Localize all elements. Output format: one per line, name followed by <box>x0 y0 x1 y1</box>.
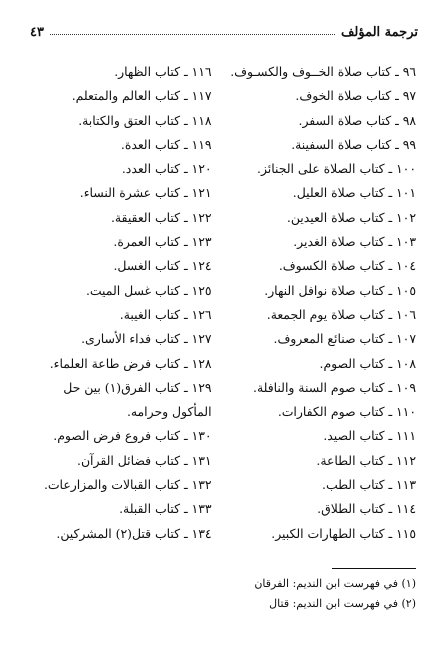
left-column <box>22 60 212 546</box>
right-column <box>212 60 416 546</box>
list-item: ١١٠ ـ كتاب صوم الكفارات. <box>277 404 416 420</box>
list-item: ١٢٣ ـ كتاب العمرة. <box>113 234 212 250</box>
list-item: ١٠٣ ـ كتاب صلاة الغدير. <box>293 234 416 250</box>
list-item: ١٠٦ ـ كتاب صلاة يوم الجمعة. <box>266 306 416 322</box>
list-item: ١٣٢ ـ كتاب القبالات والمزارعات. <box>43 477 212 493</box>
list-item: ١٠٤ ـ كتاب صلاة الكسوف. <box>278 258 416 274</box>
list-item: ١١٤ ـ كتاب الطلاق. <box>317 501 416 517</box>
list-item: ١٢٦ ـ كتاب الغيبة. <box>119 306 212 322</box>
page-header <box>30 16 418 40</box>
list-item: ١٣٤ ـ كتاب قتل(٢) المشركين. <box>56 525 212 541</box>
footnote: (١) في فهرست ابن النديم: الفرقان <box>254 577 416 590</box>
list-item: ١١٥ ـ كتاب الطهارات الكبير. <box>271 525 416 541</box>
list-item: ٩٦ ـ كتاب صلاة الخــوف والكسـوف. <box>230 64 416 79</box>
list-item: ١٠٩ ـ كتاب صوم السنة والنافلة. <box>253 379 416 395</box>
list-item: ١٢٤ ـ كتاب الغسل. <box>113 258 212 274</box>
running-title: ترجمة المؤلف <box>340 25 418 40</box>
list-item: ١١١ ـ كتاب الصيد. <box>323 428 416 444</box>
list-item: ١٠٥ ـ كتاب صلاة نوافل النهار. <box>264 282 416 298</box>
list-item: ١٣١ ـ كتاب فضائل القرآن. <box>77 452 212 468</box>
list-item: ١٠٧ ـ كتاب صنائع المعروف. <box>273 331 416 347</box>
page-number: ٤٣ <box>30 25 44 40</box>
list-item: ١٢٢ ـ كتاب العقيقة. <box>110 209 212 225</box>
list-item: ٩٧ ـ كتاب صلاة الخوف. <box>295 88 416 104</box>
list-item: ١٢٧ ـ كتاب فداء الأسارى. <box>81 331 212 347</box>
list-item: ١٠٠ ـ كتاب الصلاة على الجنائز. <box>257 161 416 177</box>
list-item: ١١٦ ـ كتاب الظهار. <box>114 64 212 79</box>
list-item: ١٢١ ـ كتاب عشرة النساء. <box>79 185 212 201</box>
list-item: ١١٩ ـ كتاب العدة. <box>120 136 212 152</box>
list-item: ١٠١ ـ كتاب صلاة العليل. <box>292 185 416 201</box>
list-item: ١٢٥ ـ كتاب غسل الميت. <box>85 282 212 298</box>
list-item: ١٠٨ ـ كتاب الصوم. <box>319 355 416 371</box>
footnotes <box>116 574 416 614</box>
list-item: ١٢٩ ـ كتاب الفرق(١) بين حل المأكول وحرامه. <box>63 379 212 420</box>
list-item: ١١٧ ـ كتاب العالم والمتعلم. <box>71 88 212 104</box>
footnote: (٢) في فهرست ابن النديم: قتال <box>269 597 416 610</box>
list-item: ١٣٣ ـ كتاب القبلة. <box>119 501 212 517</box>
list-item: ٩٩ ـ كتاب صلاة السفينة. <box>291 136 416 152</box>
list-item: ١٠٢ ـ كتاب صلاة العيدين. <box>286 209 416 225</box>
footnote-separator <box>332 568 416 569</box>
list-item: ٩٨ ـ كتاب صلاة السفر. <box>298 112 416 128</box>
list-item: ١٢٠ ـ كتاب العدد. <box>121 161 212 177</box>
list-item: ١٣٠ ـ كتاب فروع فرض الصوم. <box>53 428 212 444</box>
book-list <box>22 60 416 546</box>
list-item: ١١٣ ـ كتاب الطب. <box>322 477 416 493</box>
list-item: ١٢٨ ـ كتاب فرض طاعة العلماء. <box>49 355 212 371</box>
leader-dots <box>50 34 335 35</box>
list-item: ١١٢ ـ كتاب الطاعة. <box>316 452 416 468</box>
list-item: ١١٨ ـ كتاب العتق والكتابة. <box>78 112 212 128</box>
